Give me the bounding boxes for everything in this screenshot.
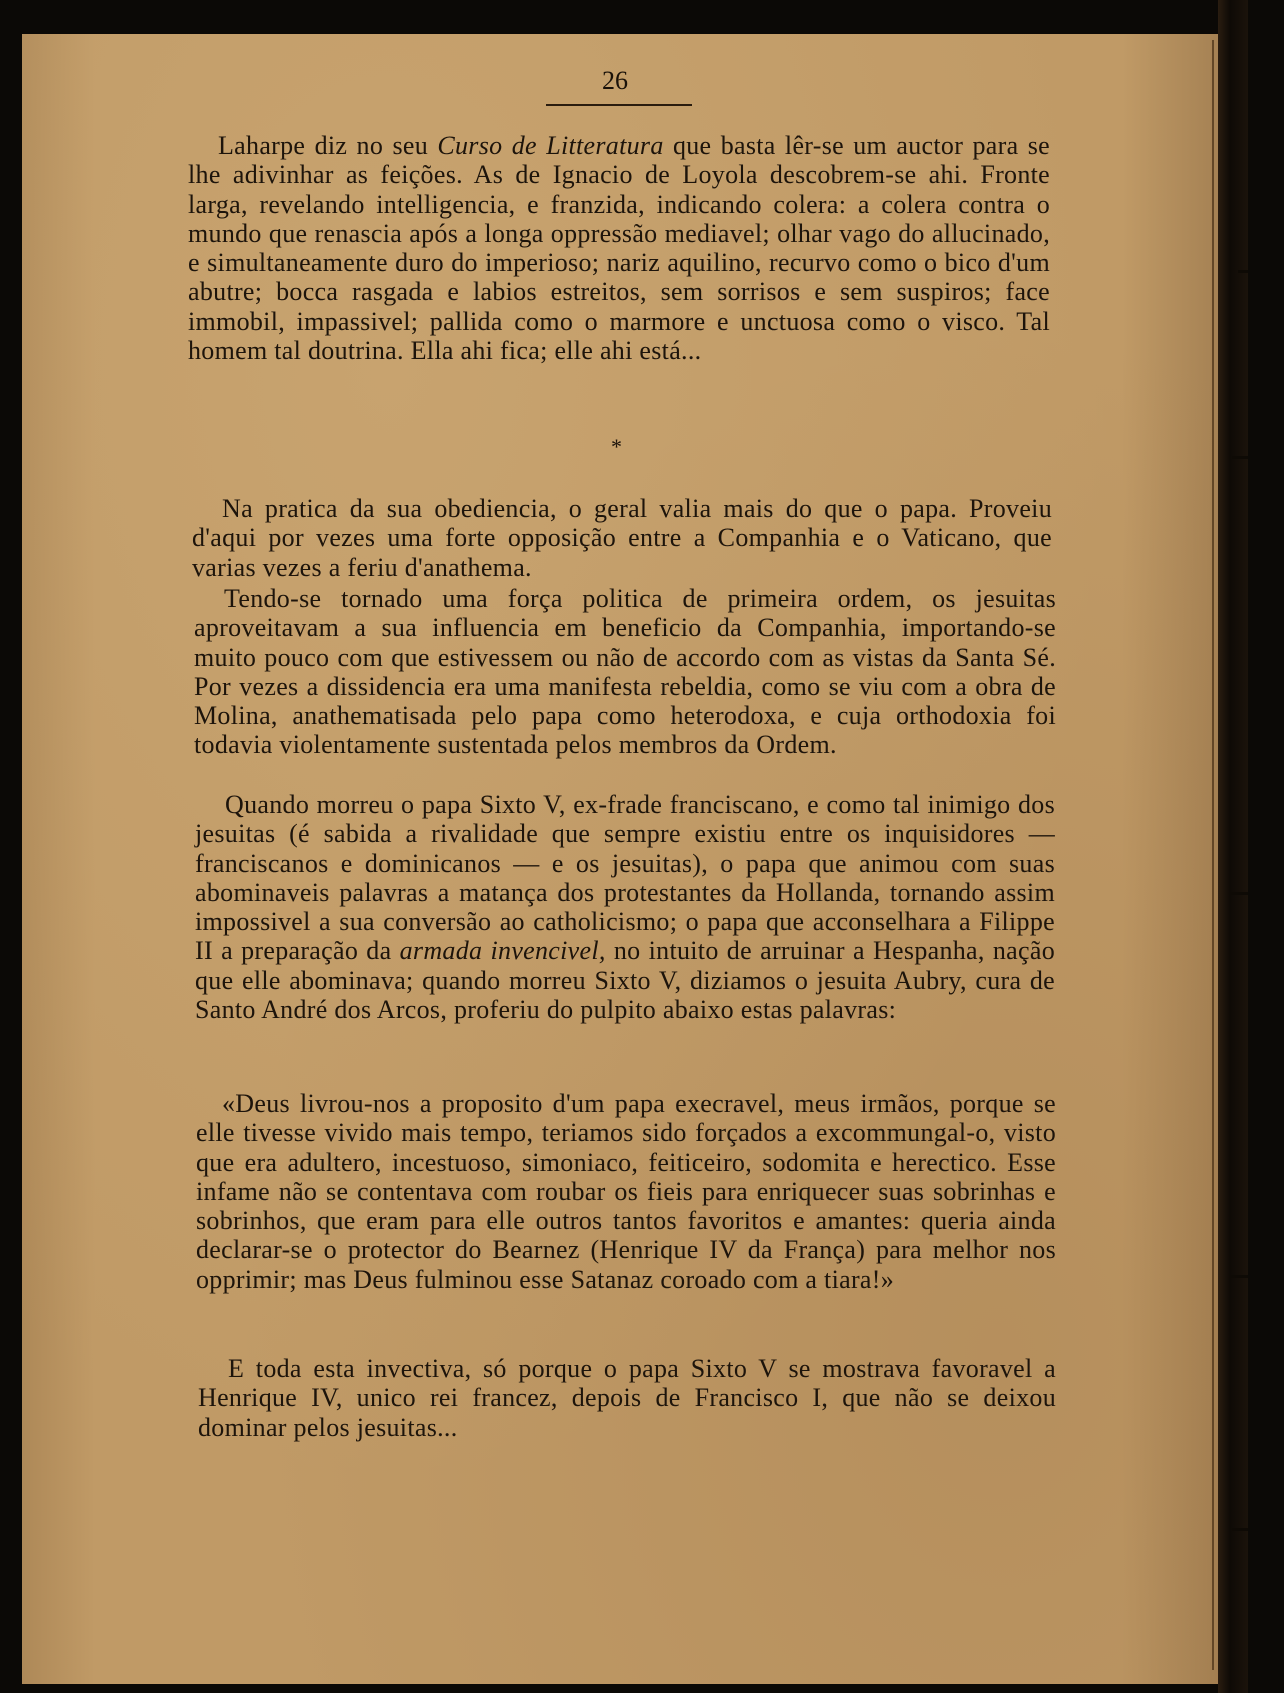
page-number: 26 — [602, 66, 628, 95]
margin-mark — [1230, 1275, 1248, 1278]
paragraph-text — [196, 1089, 1056, 1294]
text-run: que basta lêr-se um auctor para se lhe adivinhar as feições. As de Ignacio de Loyola descobrem-se ahi. Fronte larga, revelando intelligencia, e franzida, indicando colera: a colera contra o mundo que renascia após a longa oppressão mediavel; olhar vago do allucinado, e simultaneamente duro do imperioso; nariz aquilino, recurvo como o bico d'um abutre; bocca rasgada e labios estreitos, sem sorrisos e sem suspiros; face immobil, impassivel; pallida como o marmore e unctuosa como o visco. Tal homem tal doutrina. Ella ahi fica; elle ahi está... — [188, 131, 1050, 366]
margin-mark — [1238, 270, 1248, 273]
binding-gutter — [1218, 0, 1248, 1693]
paragraph-text — [192, 494, 1052, 582]
text-run: no intuito de arruinar a Hespanha, nação que elle abominava; quando morreu Sixto V, diziamos o jesuita Aubry, cura de Santo André dos Arcos, proferiu do pulpito abaixo estas palavras: — [195, 936, 1055, 1025]
paragraph-invectiva — [198, 1354, 1056, 1442]
text-run: E toda esta invectiva, só porque o papa Sixto V se mostrava favoravel a Henrique IV, unico rei francez, depois de Francisco I, que não se deixou dominar pelos jesuitas... — [198, 1354, 1056, 1442]
text-run: Quando morreu o papa Sixto V, ex-frade franciscano, e como tal inimigo dos jesuitas (é sabida a rivalidade que sempre existiu entre os inquisidores — franciscanos e dominicanos — e os jesuitas), o papa que animou com suas abominaveis palavras a matança dos protestantes da Hollanda, tornando assim impossivel a sua conversão ao catholicismo; o papa que acconselhara a Filippe II a preparação da — [195, 790, 1055, 966]
text-run: Laharpe diz no seu — [218, 131, 438, 160]
text-run: Na pratica da sua obediencia, o geral valia mais do que o papa. Proveiu d'aqui por vezes uma forte opposição entre a Companhia e o Vaticano, que varias vezes a feriu d'anathema. — [192, 494, 1052, 582]
paragraph-laharpe — [188, 131, 1050, 365]
paragraph-tendo — [194, 584, 1056, 760]
section-ornament: * — [611, 434, 622, 459]
paragraph-text — [194, 584, 1056, 760]
text-run: «Deus livrou-nos a proposito d'um papa execravel, meus irmãos, porque se elle tivesse vivido mais tempo, teriamos sido forçados a excommungal-o, visto que era adultero, incestuoso, simoniaco, feiticeiro, sodomita e herectico. Esse infame não se contentava com roubar os fieis para enriquecer suas sobrinhas e sobrinhos, que eram para elle outros tantos favoritos e amantes: queria ainda declarar-se o protector do Bearnez (Henrique IV da França) para melhor nos opprimir; mas Deus fulminou esse Satanaz coroado com a tiara!» — [196, 1089, 1056, 1294]
paragraph-quando — [195, 790, 1055, 1024]
margin-mark — [1230, 892, 1248, 895]
page-number-rule — [546, 104, 692, 106]
quotation-aubry — [196, 1089, 1056, 1294]
page-edge-line — [1212, 40, 1214, 1670]
paragraph-text — [198, 1354, 1056, 1442]
italic-title: Curso de Litteratura — [437, 131, 664, 160]
margin-mark — [1232, 1528, 1248, 1531]
margin-mark — [1232, 456, 1248, 459]
italic-title: armada invencivel, — [399, 936, 606, 966]
paragraph-text — [188, 131, 1050, 365]
paragraph-text — [195, 790, 1055, 1024]
paragraph-pratica — [192, 494, 1052, 582]
text-run: Tendo-se tornado uma força politica de primeira ordem, os jesuitas aproveitavam a sua influencia em beneficio da Companhia, importando-se muito pouco com que estivessem ou não de accordo com as vistas da Santa Sé. Por vezes a dissidencia era uma manifesta rebeldia, como se viu com a obra de Molina, anathematisada pelo papa como heterodoxa, e cuja orthodoxia foi todavia violentamente sustentada pelos membros da Ordem. — [194, 584, 1056, 760]
